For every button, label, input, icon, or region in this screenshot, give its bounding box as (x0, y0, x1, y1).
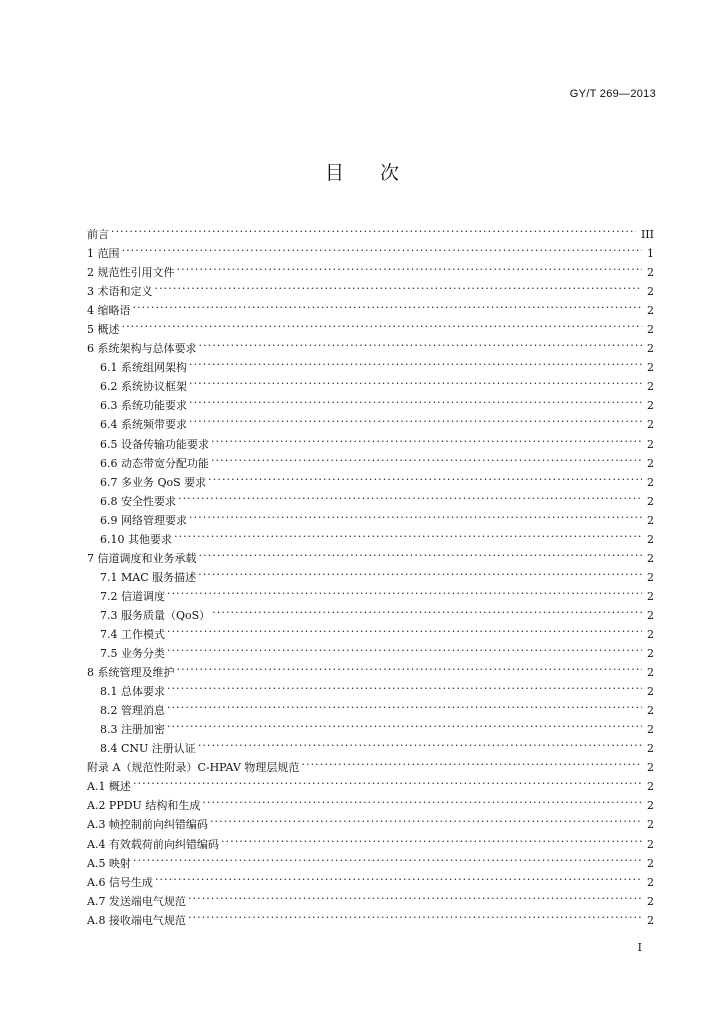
toc-dot-leader (199, 333, 643, 352)
toc-entry[interactable] (87, 581, 654, 603)
toc-entry-page: 2 (647, 475, 654, 489)
toc-entry-label: 7 信道调度和业务承载 (87, 551, 197, 565)
toc-entry-label: 8.4 CNU 注册认证 (100, 742, 196, 756)
toc-entry-label: 6.1 系统组网架构 (100, 361, 187, 375)
toc-entry-label: A.5 映射 (87, 856, 131, 870)
toc-entry[interactable] (87, 657, 654, 680)
toc-entry[interactable] (87, 238, 654, 261)
page-title: 目 次 (324, 162, 400, 184)
toc-entry-page: 2 (647, 723, 654, 737)
toc-entry-page: 2 (647, 666, 654, 680)
toc-dot-leader (221, 829, 642, 848)
toc-entry[interactable] (87, 600, 654, 622)
toc-entry-label: 8.3 注册加密 (100, 723, 165, 737)
toc-entry[interactable] (87, 619, 654, 641)
toc-entry[interactable] (87, 276, 654, 299)
toc-entry-page: 2 (647, 399, 654, 413)
toc-entry-label: 4 缩略语 (87, 304, 131, 318)
toc-entry-page: 2 (647, 570, 654, 584)
toc-entry[interactable] (87, 219, 654, 241)
toc-dot-leader (189, 371, 642, 390)
toc-dot-leader (122, 238, 643, 257)
toc-dot-leader (211, 429, 642, 448)
toc-entry-page: 1 (647, 247, 654, 261)
toc-entry-label: 前言 (87, 228, 109, 241)
toc-dot-leader (188, 886, 642, 905)
toc-dot-leader (189, 505, 642, 524)
toc-entry-label: 7.1 MAC 服务描述 (100, 570, 197, 584)
toc-entry-page: 2 (647, 551, 654, 565)
toc-dot-leader (167, 714, 642, 733)
toc-dot-leader (155, 867, 642, 886)
toc-entry-page: 2 (647, 627, 654, 641)
toc-dot-leader (210, 809, 642, 828)
toc-entry-page: 2 (647, 608, 654, 622)
toc-dot-leader (198, 562, 642, 581)
toc-entry[interactable] (87, 886, 654, 908)
toc-entry-label: 7.5 业务分类 (100, 647, 165, 661)
toc-entry-page: 2 (647, 513, 654, 527)
toc-dot-leader (199, 543, 643, 562)
toc-entry-label: A.7 发送端电气规范 (87, 894, 186, 908)
toc-entry-page: 2 (647, 494, 654, 508)
toc-entry-label: A.1 概述 (87, 780, 131, 794)
toc-entry-label: 6.9 网络管理要求 (100, 513, 187, 527)
toc-entry-label: 6.4 系统频带要求 (100, 418, 187, 432)
toc-entry[interactable] (87, 714, 654, 737)
toc-entry[interactable] (87, 314, 654, 337)
toc-entry-page: 2 (647, 818, 654, 832)
toc-entry-label: 7.4 工作模式 (100, 627, 165, 641)
toc-entry-page: 2 (647, 761, 654, 775)
toc-entry[interactable] (87, 676, 654, 699)
toc-entry-label: A.8 接收端电气规范 (87, 913, 186, 927)
toc-entry-label: 8.1 总体要求 (100, 685, 165, 699)
toc-dot-leader (133, 295, 643, 314)
toc-entry[interactable] (87, 733, 654, 756)
toc-entry-page: 2 (647, 437, 654, 451)
toc-entry-label: 6.3 系统功能要求 (100, 399, 187, 413)
toc-entry[interactable] (87, 848, 654, 870)
toc-entry-label: 6.10 其他要求 (100, 532, 172, 546)
toc-entry-page: 2 (647, 342, 654, 356)
toc-dot-leader (167, 619, 642, 638)
toc-dot-leader (189, 390, 642, 409)
toc-entry-page: 2 (647, 456, 654, 470)
toc-dot-leader (133, 848, 642, 867)
toc-entry[interactable] (87, 771, 654, 794)
page-number: I (637, 941, 642, 954)
toc-entry-label: 附录 A（规范性附录）C-HPAV 物理层规范 (87, 761, 300, 775)
toc-entry[interactable] (87, 638, 654, 661)
toc-dot-leader (301, 752, 642, 771)
toc-dot-leader (167, 695, 642, 714)
toc-dot-leader (198, 733, 642, 752)
toc-entry-label: 8.2 管理消息 (100, 704, 165, 718)
toc-dot-leader (178, 486, 642, 505)
toc-dot-leader (167, 581, 642, 600)
toc-entry-label: A.2 PPDU 结构和生成 (87, 799, 201, 813)
toc-entry-page: 2 (647, 304, 654, 318)
toc-entry-page: 2 (647, 647, 654, 661)
toc-entry-label: 6.6 动态带宽分配功能 (100, 456, 209, 470)
toc-entry-label: 3 术语和定义 (87, 285, 153, 299)
toc-entry-label: 7.2 信道调度 (100, 589, 165, 603)
toc-entry-label: 6 系统架构与总体要求 (87, 342, 197, 356)
toc-entry-label: 6.2 系统协议框架 (100, 380, 187, 394)
toc-entry-page: 2 (647, 913, 654, 927)
toc-entry-page: 2 (647, 323, 654, 337)
toc-entry-page: 2 (647, 285, 654, 299)
toc-dot-leader (177, 657, 643, 676)
toc-entry-page: 2 (647, 875, 654, 889)
toc-entry-label: 5 概述 (87, 323, 120, 337)
toc-entry[interactable] (87, 695, 654, 718)
toc-entry[interactable] (87, 295, 654, 318)
toc-entry-page: 2 (647, 742, 654, 756)
toc-entry-page: 2 (647, 685, 654, 699)
toc-entry-label: A.6 信号生成 (87, 875, 153, 889)
toc-entry-page: 2 (647, 837, 654, 851)
toc-dot-leader (212, 600, 642, 619)
toc-dot-leader (202, 790, 642, 809)
toc-entry-page: 2 (647, 780, 654, 794)
toc-entry-page: 2 (647, 856, 654, 870)
toc-entry-label: 1 范围 (87, 247, 120, 261)
toc-entry-label: 8 系统管理及维护 (87, 666, 175, 680)
toc-dot-leader (188, 905, 642, 924)
toc-dot-leader (133, 771, 642, 790)
toc-entry-page: 2 (647, 266, 654, 280)
toc-dot-leader (111, 219, 636, 238)
table-of-contents (87, 219, 654, 927)
toc-entry[interactable] (87, 333, 654, 356)
toc-entry-page: 2 (647, 532, 654, 546)
toc-entry-page: 2 (647, 894, 654, 908)
toc-dot-leader (167, 676, 642, 695)
toc-dot-leader (189, 409, 642, 428)
toc-dot-leader (189, 352, 642, 371)
toc-entry[interactable] (87, 257, 654, 280)
toc-dot-leader (174, 524, 642, 543)
toc-entry-page: 2 (647, 380, 654, 394)
toc-entry-page: 2 (647, 589, 654, 603)
toc-dot-leader (211, 448, 642, 467)
standard-code: GY/T 269—2013 (569, 88, 656, 100)
toc-entry-page: 2 (647, 799, 654, 813)
toc-entry-page: 2 (647, 418, 654, 432)
toc-entry-label: A.3 帧控制前向纠错编码 (87, 818, 208, 832)
toc-entry[interactable] (87, 867, 654, 889)
toc-entry-label: 7.3 服务质量（QoS） (100, 608, 211, 622)
toc-entry-page: III (640, 228, 654, 241)
toc-dot-leader (167, 638, 642, 657)
toc-entry-page: 2 (647, 704, 654, 718)
toc-dot-leader (208, 467, 642, 486)
toc-dot-leader (155, 276, 643, 295)
toc-entry-label: 6.7 多业务 QoS 要求 (100, 475, 207, 489)
toc-entry-label: A.4 有效载荷前向纠错编码 (87, 837, 219, 851)
toc-entry-page: 2 (647, 361, 654, 375)
toc-entry-label: 6.8 安全性要求 (100, 494, 176, 508)
toc-dot-leader (177, 257, 643, 276)
toc-entry[interactable] (87, 790, 654, 813)
toc-dot-leader (122, 314, 643, 333)
toc-entry-label: 2 规范性引用文件 (87, 266, 175, 280)
toc-entry-label: 6.5 设备传输功能要求 (100, 437, 209, 451)
